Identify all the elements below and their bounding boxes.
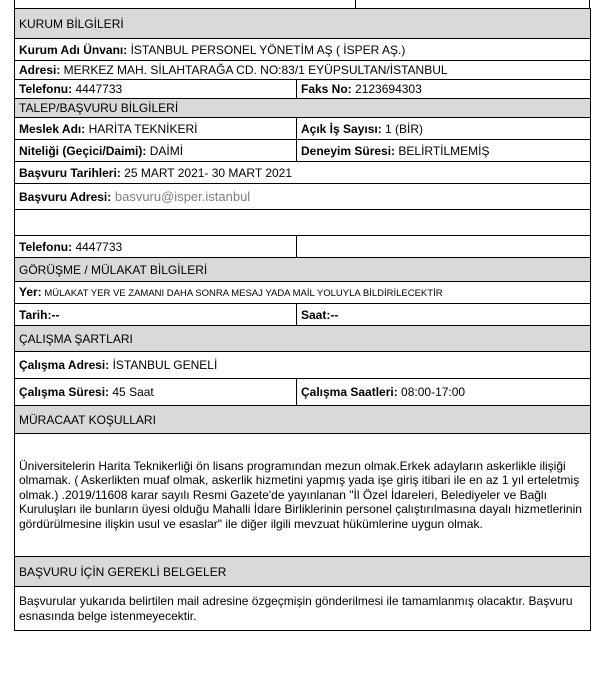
kurum-telefon-cell [15,80,297,99]
talep-telefon-value: 4447733 [72,239,123,254]
talep-tarih-label: Başvuru Tarihleri: [19,165,121,180]
talep-empty-row [15,210,591,236]
calisma-sure-value: 45 Saat [109,385,154,399]
kurum-adres-row [15,61,591,80]
top-edge-lines [14,0,590,8]
belgeler-text: Başvurular yukarıda belirtilen mail adresine özgeçmişin gönderilmesi ile tamamlanmış olacaktır. Başvuru esnasında belge istenmeyecektir. [15,587,591,631]
calisma-header-row [15,326,591,352]
calisma-saat-cell [297,379,591,406]
kurum-faks-label: Faks No: [301,82,352,96]
talep-empty-cell [15,210,591,236]
talep-meslek-cell [15,118,297,140]
muracaat-section-header: MÜRACAAT KOŞULLARI [15,406,591,434]
gorusme-yer-cell [15,282,591,304]
kurum-ad-row [15,39,591,61]
form-table [14,8,591,631]
gorusme-section-header: GÖRÜŞME / MÜLAKAT BİLGİLERİ [15,258,591,282]
gorusme-tarih-label: Tarih:-- [19,307,60,322]
calisma-adres-cell [15,352,591,379]
talep-telefon-row [15,236,591,258]
talep-tarih-row [15,162,591,184]
belgeler-header-row [15,557,591,587]
calisma-sure-row [15,379,591,406]
talep-adres-cell [15,184,591,210]
belgeler-text-row [15,587,591,631]
talep-deneyim-value: BELİRTİLMEMİŞ [395,143,490,158]
kurum-ad-label: Kurum Adı Ünvanı: [19,42,128,57]
talep-adres-row [15,184,591,210]
talep-acik-cell [297,118,591,140]
calisma-sure-label: Çalışma Süresi: [19,385,110,399]
mid-edge [355,0,356,8]
kurum-telefon-row [15,80,591,99]
talep-tarih-cell [15,162,591,184]
calisma-sure-cell [15,379,297,406]
kurum-header-row [15,9,591,39]
calisma-adres-value: İSTANBUL GENELİ [109,358,218,372]
talep-adres-label: Başvuru Adresi: [19,189,112,204]
gorusme-saat-label: Saat:-- [301,307,339,322]
talep-meslek-label: Meslek Adı: [19,121,86,136]
talep-telefon-empty [297,236,591,258]
talep-telefon-label: Telefonu: [19,239,73,254]
talep-header-row [15,99,591,118]
kurum-faks-value: 2123694303 [351,82,422,96]
kurum-adres-cell [15,61,591,80]
talep-section-header: TALEP/BAŞVURU BİLGİLERİ [15,99,591,118]
gorusme-tarih-cell [15,304,297,326]
right-edge [589,0,590,8]
kurum-faks-cell [297,80,591,99]
gorusme-yer-row [15,282,591,304]
kurum-ad-cell [15,39,591,61]
kurum-telefon-value: 4447733 [72,82,123,96]
talep-meslek-row [15,118,591,140]
gorusme-header-row [15,258,591,282]
job-posting-form [14,0,590,692]
left-edge [14,0,15,8]
talep-email-link[interactable]: basvuru@isper.istanbul [111,188,251,204]
talep-acik-label: Açık İş Sayısı: [301,121,382,136]
kurum-adres-value: MERKEZ MAH. SİLAHTARAĞA CD. NO:83/1 EYÜPSULTAN/İSTANBUL [60,63,448,77]
muracaat-header-row [15,406,591,434]
calisma-adres-label: Çalışma Adresi: [19,358,110,372]
talep-tarih-value: 25 MART 2021- 30 MART 2021 [120,165,293,180]
muracaat-text-row [15,434,591,557]
gorusme-yer-label: Yer: [19,284,42,299]
kurum-ad-value: İSTANBUL PERSONEL YÖNETİM AŞ ( İSPER AŞ.) [127,42,406,57]
talep-deneyim-cell [297,140,591,162]
gorusme-yer-value: MÜLAKAT YER VE ZAMANI DAHA SONRA MESAJ YADA MAİL YOLUYLA BİLDİRİLECEKTİR [41,287,443,299]
talep-nitelik-row [15,140,591,162]
belgeler-section-header: BAŞVURU İÇİN GEREKLİ BELGELER [15,557,591,587]
talep-deneyim-label: Deneyim Süresi: [301,143,396,158]
talep-telefon-cell [15,236,297,258]
talep-nitelik-value: DAİMİ [146,143,184,158]
gorusme-saat-cell [297,304,591,326]
calisma-adres-row [15,352,591,379]
talep-nitelik-cell [15,140,297,162]
talep-acik-value: 1 (BİR) [381,121,424,136]
kurum-telefon-label: Telefonu: [19,82,73,96]
muracaat-text: Üniversitelerin Harita Teknikerliği ön lisans programından mezun olmak.Erkek adayların askerlikle ilişiği olmamak. ( Askerlikten muaf olmak, askerlik hizmetini yapmış yada işe giriş itibari ile en az 1 yıl erteletmiş olmak.) .2019/11608 karar sayılı Resmi Gazete'de yayınlanan "İl Özel İdareleri, Belediyeler ve Bağlı Kuruluşları ile bunların üyesi olduğu Mahalli İdare Birliklerinin personel çalıştırılmasına dayalı hizmetlerinin gördürülmesine ilişkin usul ve esaslar" ile diğer ilgili mevzuat hükümlerine uygun olmak. [15,434,591,557]
calisma-saat-label: Çalışma Saatleri: [301,385,398,399]
talep-meslek-value: HARİTA TEKNİKERİ [85,121,198,136]
kurum-section-header: KURUM BİLGİLERİ [15,9,591,39]
kurum-adres-label: Adresi: [19,63,61,77]
talep-nitelik-label: Niteliği (Geçici/Daimi): [19,143,147,158]
gorusme-tarih-row [15,304,591,326]
calisma-section-header: ÇALIŞMA ŞARTLARI [15,326,591,352]
calisma-saat-value: 08:00-17:00 [397,385,466,399]
